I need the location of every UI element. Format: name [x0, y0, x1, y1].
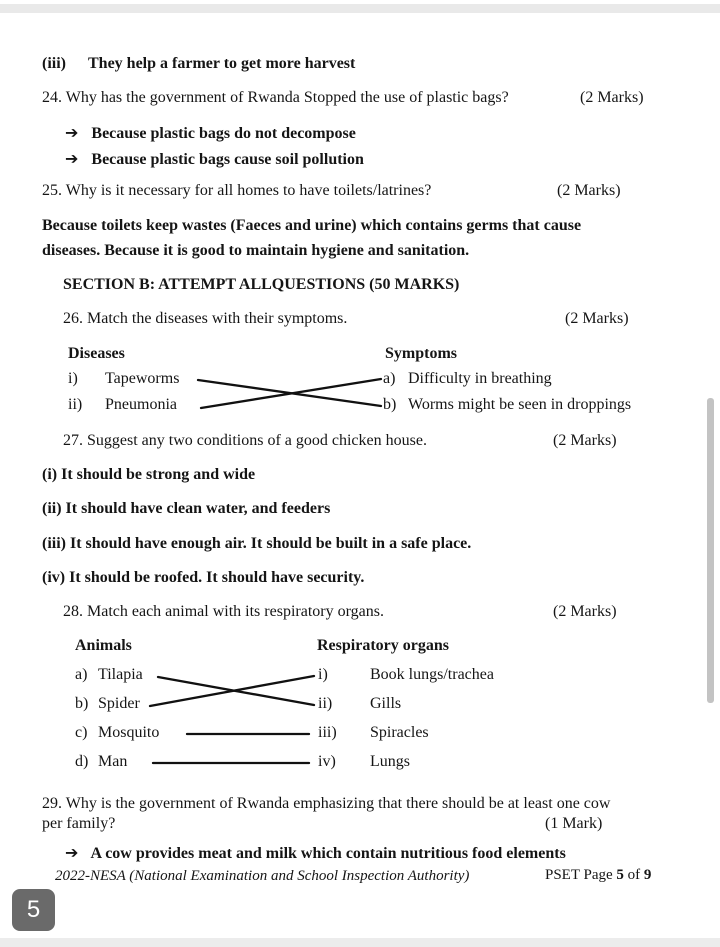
q26-left-item-text: Tapeworms [105, 370, 180, 387]
top-toolbar-strip [0, 4, 720, 13]
question-29-line1 [0, 795, 712, 813]
q26-left-item-text: Pneumonia [105, 396, 177, 413]
section-b-header [0, 276, 712, 294]
q28-left-item-num: c) [75, 724, 88, 741]
arrow-bullet-icon: ➔ [65, 149, 79, 168]
q28-left-item-text: Spider [98, 695, 140, 712]
q28-right-item-num: i) [318, 666, 328, 683]
answer-item-iii [0, 55, 712, 73]
footer-authority-text: 2022-NESA (National Examination and School Inspection Authority) [55, 868, 470, 884]
section-b-header-text: SECTION B: ATTEMPT ALLQUESTIONS (50 MARKS) [63, 276, 460, 293]
q26-right-header: Symptoms [385, 345, 458, 362]
question-28-marks: (2 Marks) [553, 603, 617, 620]
answer-27-i [0, 466, 712, 484]
q28-right-item-text: Spiracles [370, 724, 429, 741]
footer-page-of: of [623, 867, 644, 883]
answer-27-ii-text: (ii) It should have clean water, and feeders [42, 500, 331, 517]
q26-right-item-text: Worms might be seen in droppings [408, 396, 632, 413]
answer-27-iii [0, 535, 712, 553]
answer-25-line1-text: Because toilets keep wastes (Faeces and urine) which contains germs that cause [42, 217, 582, 234]
answer-24-1 [0, 123, 712, 143]
question-27-text: 27. Suggest any two conditions of a good chicken house. [63, 432, 427, 449]
q28-right-header: Respiratory organs [317, 637, 449, 654]
q28-right-item-num: iv) [318, 753, 336, 770]
arrow-bullet-icon: ➔ [65, 843, 79, 862]
answer-24-1-text: Because plastic bags do not decompose [91, 125, 356, 142]
q28-left-item-num: b) [75, 695, 89, 712]
arrow-bullet-icon: ➔ [65, 123, 79, 142]
answer-24-2 [0, 149, 712, 169]
q28-right-item-num: ii) [318, 695, 333, 712]
answer-25-line2-text: diseases. Because it is good to maintain hygiene and sanitation. [42, 242, 470, 259]
question-26 [0, 310, 712, 328]
page-number-badge-text: 5 [26, 896, 41, 923]
q28-left-item-num: d) [75, 753, 89, 770]
answer-27-iii-text: (iii) It should have enough air. It should be built in a safe place. [42, 535, 472, 552]
q28-right-item-text: Gills [370, 695, 402, 712]
question-29-line2 [0, 815, 712, 833]
answer-27-ii [0, 500, 712, 518]
question-26-text: 26. Match the diseases with their symptoms. [63, 310, 348, 327]
q26-left-header: Diseases [68, 345, 125, 362]
q26-right-item-num: a) [383, 370, 396, 387]
page-number-badge [12, 889, 55, 931]
q28-right-item-text: Lungs [370, 753, 410, 770]
q26-left-item-num: ii) [68, 396, 83, 413]
question-26-marks: (2 Marks) [565, 310, 629, 327]
question-28-text: 28. Match each animal with its respiratory organs. [63, 603, 384, 620]
page-footer [0, 867, 712, 885]
q28-left-item-text: Tilapia [98, 666, 143, 683]
question-24-marks: (2 Marks) [580, 89, 644, 106]
answer-25-line2 [0, 242, 712, 260]
footer-page-prefix: PSET Page [545, 867, 617, 883]
answer-item-iii-label: (iii) [42, 55, 66, 72]
q28-left-item-text: Man [98, 753, 128, 770]
question-27-marks: (2 Marks) [553, 432, 617, 449]
question-29-line2-text: per family? [42, 815, 116, 832]
q28-right-item-num: iii) [318, 724, 337, 741]
q26-right-item-num: b) [383, 396, 397, 413]
q28-left-header: Animals [75, 637, 132, 654]
question-25 [0, 182, 712, 200]
q28-right-item-text: Book lungs/trachea [370, 666, 494, 683]
answer-25-line1 [0, 217, 712, 235]
q26-left-item-num: i) [68, 370, 78, 387]
q26-right-item-text: Difficulty in breathing [408, 370, 552, 387]
question-24 [0, 89, 712, 107]
question-29-line1-text: 29. Why is the government of Rwanda emphasizing that there should be at least one cow [42, 795, 611, 812]
answer-item-iii-text: They help a farmer to get more harvest [88, 55, 356, 72]
answer-24-2-text: Because plastic bags cause soil pollution [91, 151, 364, 168]
question-25-text: 25. Why is it necessary for all homes to have toilets/latrines? [42, 182, 432, 199]
answer-29-text: A cow provides meat and milk which contain nutritious food elements [90, 845, 566, 862]
footer-page-total: 9 [643, 867, 652, 883]
question-27 [0, 432, 712, 450]
question-29-marks: (1 Mark) [545, 815, 603, 832]
answer-27-iv [0, 569, 712, 587]
q28-left-item-text: Mosquito [98, 724, 160, 741]
answer-27-iv-text: (iv) It should be roofed. It should have security. [42, 569, 365, 586]
bottom-toolbar-strip [0, 938, 720, 947]
question-24-text: 24. Why has the government of Rwanda Stopped the use of plastic bags? [42, 89, 509, 106]
answer-27-i-text: (i) It should be strong and wide [42, 466, 256, 483]
footer-page-indicator [545, 867, 651, 884]
answer-29 [0, 843, 712, 863]
footer-page-number: 5 [616, 867, 624, 883]
question-25-marks: (2 Marks) [557, 182, 621, 199]
question-28 [0, 603, 712, 621]
q28-left-item-num: a) [75, 666, 88, 683]
